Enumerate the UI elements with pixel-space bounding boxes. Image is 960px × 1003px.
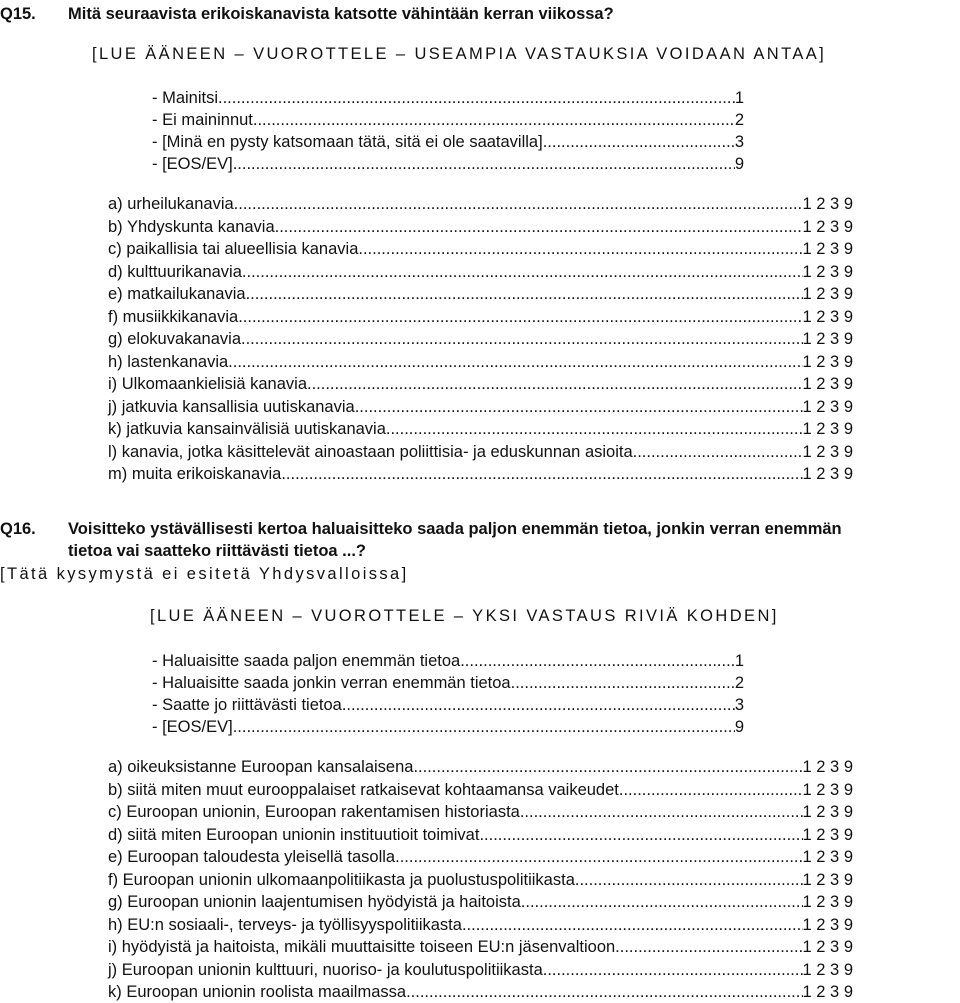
list-item (108, 373, 853, 395)
answer-codes: 1 2 3 9 (802, 825, 853, 844)
item-label: f) Euroopan unionin ulkomaanpolitiikasta ja puolustuspolitiikasta (108, 870, 575, 889)
q15-code-2 (152, 109, 744, 131)
q15-instruction: [LUE ÄÄNEEN – VUOROTTELE – USEAMPIA VASTAUKSIA VOIDAAN ANTAA] (92, 45, 827, 63)
answer-codes: 1 2 3 9 (802, 217, 853, 236)
item-label: c) paikallisia tai alueellisia kanavia (108, 240, 359, 258)
item-label: e) matkailukanavia (108, 285, 246, 303)
list-item (108, 193, 853, 215)
item-label: g) elokuvakanavia (108, 330, 241, 348)
list-item (108, 463, 853, 485)
code-value: 2 (734, 111, 744, 129)
leader-dots (233, 716, 735, 738)
item-label: d) siitä miten Euroopan unionin instituutioit toimivat (108, 825, 480, 844)
code-value: 9 (734, 718, 744, 736)
leader-dots (462, 914, 803, 936)
item-label: j) jatkuvia kansallisia uutiskanavia (108, 397, 355, 416)
list-item (108, 801, 853, 823)
list-item (108, 936, 853, 958)
answer-codes: 1 2 3 9 (802, 262, 853, 281)
q16-number: Q16. (0, 520, 36, 538)
leader-dots (342, 694, 735, 716)
item-label: l) kanavia, jotka käsittelevät ainoastaan poliittisia- ja eduskunnan asioita (108, 442, 633, 461)
q16-instruction: [LUE ÄÄNEEN – VUOROTTELE – YKSI VASTAUS RIVIÄ KOHDEN] (150, 607, 779, 625)
code-value: 1 (734, 89, 744, 107)
leader-dots (406, 981, 802, 1003)
list-item (108, 306, 853, 328)
answer-codes: 1 2 3 9 (802, 352, 853, 371)
code-value: 9 (734, 155, 744, 173)
item-label: k) Euroopan unionin roolista maailmassa (108, 983, 407, 1001)
answer-codes: 1 2 3 9 (802, 758, 853, 776)
leader-dots (479, 824, 802, 846)
code-label: - [EOS/EV] (152, 155, 233, 173)
list-item (108, 351, 853, 373)
list-item (108, 418, 853, 440)
answer-codes: 1 2 3 9 (802, 848, 853, 866)
answer-codes: 1 2 3 9 (802, 803, 853, 821)
list-item (108, 283, 853, 305)
answer-codes: 1 2 3 9 (802, 375, 853, 393)
answer-codes: 1 2 3 9 (802, 442, 853, 461)
leader-dots (238, 306, 802, 328)
answer-codes: 1 2 3 9 (802, 397, 853, 416)
leader-dots (253, 109, 735, 131)
item-label: i) hyödyistä ja haitoista, mikäli muuttaisitte toiseen EU:n jäsenvaltioon (108, 938, 616, 956)
leader-dots (241, 328, 803, 350)
list-item (108, 328, 853, 350)
item-label: a) oikeuksistanne Euroopan kansalaisena (108, 758, 414, 776)
answer-codes: 1 2 3 9 (802, 285, 853, 303)
leader-dots (386, 418, 803, 440)
list-item (108, 846, 853, 868)
answer-codes: 1 2 3 9 (802, 983, 853, 1001)
code-label: - [Minä en pysty katsomaan tätä, sitä ei ole saatavilla] (152, 133, 543, 151)
answer-codes: 1 2 3 9 (802, 240, 853, 258)
leader-dots (218, 87, 735, 109)
answer-codes: 1 2 3 9 (802, 195, 853, 213)
answer-codes: 1 2 3 9 (802, 870, 853, 889)
code-label: - Ei maininnut (152, 111, 253, 129)
item-label: c) Euroopan unionin, Euroopan rakentamisen historiasta (108, 803, 520, 821)
leader-dots (543, 131, 735, 153)
item-label: j) Euroopan unionin kulttuuri, nuoriso- ja koulutuspolitiikasta (108, 960, 543, 979)
code-label: - Haluaisitte saada paljon enemmän tietoa (152, 652, 461, 670)
leader-dots (633, 441, 803, 463)
leader-dots (520, 801, 803, 823)
list-item (108, 824, 853, 846)
leader-dots (275, 216, 803, 238)
code-value: 2 (734, 674, 744, 692)
item-label: d) kulttuurikanavia (108, 262, 242, 281)
leader-dots (395, 846, 802, 868)
q15-number: Q15. (0, 5, 36, 23)
answer-codes: 1 2 3 9 (802, 938, 853, 956)
leader-dots (355, 396, 803, 418)
item-label: b) Yhdyskunta kanavia (108, 217, 275, 236)
list-item (108, 216, 853, 238)
leader-dots (233, 153, 735, 175)
list-item (108, 756, 853, 778)
q15-code-4 (152, 153, 744, 175)
item-label: m) muita erikoiskanavia (108, 465, 282, 483)
list-item (108, 261, 853, 283)
leader-dots (575, 869, 803, 891)
leader-dots (281, 463, 802, 485)
leader-dots (246, 283, 803, 305)
item-label: b) siitä miten muut eurooppalaiset ratkaisevat kohtaamansa vaikeudet (108, 780, 619, 799)
answer-codes: 1 2 3 9 (802, 960, 853, 979)
code-value: 3 (734, 133, 744, 151)
answer-codes: 1 2 3 9 (802, 893, 853, 911)
leader-dots (228, 351, 802, 373)
list-item (108, 891, 853, 913)
q16-code-1 (152, 650, 744, 672)
list-item (108, 238, 853, 260)
list-item (108, 869, 853, 891)
list-item (108, 914, 853, 936)
code-label: - Mainitsi (152, 89, 219, 107)
q16-code-4 (152, 716, 744, 738)
q15-question: Mitä seuraavista erikoiskanavista katsotte vähintään kerran viikossa? (68, 5, 614, 23)
q16-code-3 (152, 694, 744, 716)
item-label: g) Euroopan unionin laajentumisen hyödyistä ja haitoista (108, 893, 521, 911)
answer-codes: 1 2 3 9 (802, 330, 853, 348)
item-label: a) urheilukanavia (108, 195, 234, 213)
leader-dots (460, 650, 735, 672)
code-label: - Saatte jo riittävästi tietoa (152, 696, 342, 714)
code-label: - Haluaisitte saada jonkin verran enemmän tietoa (152, 674, 511, 692)
list-item (108, 779, 853, 801)
leader-dots (413, 756, 802, 778)
q16-code-2 (152, 672, 744, 694)
item-label: k) jatkuvia kansainvälisiä uutiskanavia (108, 420, 386, 438)
q16-question-line1: Voisitteko ystävällisesti kertoa haluaisitteko saada paljon enemmän tietoa, jonkin verran enemmän (68, 520, 842, 538)
q16-question-line2: tietoa vai saatteko riittävästi tietoa ...? (68, 542, 367, 560)
list-item (108, 981, 853, 1003)
leader-dots (615, 936, 802, 958)
leader-dots (521, 891, 803, 913)
item-label: f) musiikkikanavia (108, 307, 239, 326)
leader-dots (511, 672, 735, 694)
answer-codes: 1 2 3 9 (802, 465, 853, 483)
item-label: i) Ulkomaankielisiä kanavia (108, 375, 307, 393)
leader-dots (242, 261, 803, 283)
leader-dots (307, 373, 803, 395)
leader-dots (543, 959, 803, 981)
list-item (108, 396, 853, 418)
q15-code-1 (152, 87, 744, 109)
q16-note: [Tätä kysymystä ei esitetä Yhdysvalloissa] (0, 565, 409, 583)
answer-codes: 1 2 3 9 (802, 420, 853, 438)
item-label: e) Euroopan taloudesta yleisellä tasolla (108, 848, 396, 866)
answer-codes: 1 2 3 9 (802, 915, 853, 934)
leader-dots (358, 238, 802, 260)
answer-codes: 1 2 3 9 (802, 780, 853, 799)
q15-code-3 (152, 131, 744, 153)
item-label: h) lastenkanavia (108, 352, 229, 371)
list-item (108, 959, 853, 981)
item-label: h) EU:n sosiaali-, terveys- ja työllisyyspolitiikasta (108, 915, 462, 934)
leader-dots (234, 193, 803, 215)
code-value: 1 (734, 652, 744, 670)
code-value: 3 (734, 696, 744, 714)
list-item (108, 441, 853, 463)
leader-dots (619, 779, 803, 801)
code-label: - [EOS/EV] (152, 718, 233, 736)
answer-codes: 1 2 3 9 (802, 307, 853, 326)
